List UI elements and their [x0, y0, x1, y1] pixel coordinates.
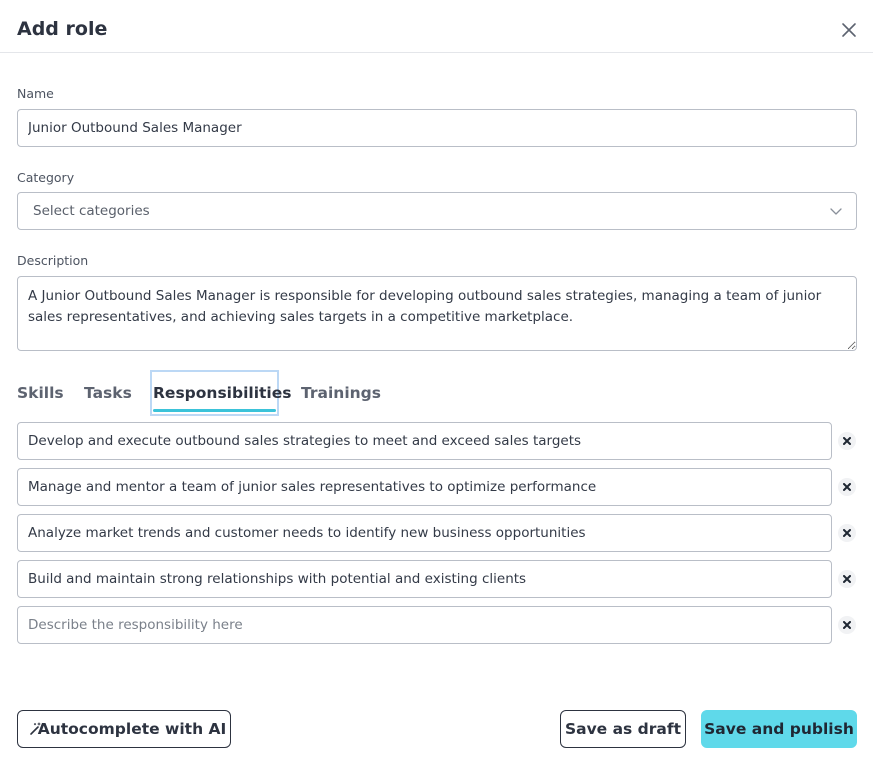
chevron-down-icon [830, 206, 842, 216]
responsibility-input[interactable] [17, 468, 832, 506]
close-icon [843, 483, 851, 491]
remove-responsibility-button[interactable] [838, 478, 856, 496]
close-icon [843, 529, 851, 537]
close-icon [843, 621, 851, 629]
name-label: Name [17, 86, 54, 101]
save-publish-button[interactable]: Save and publish [701, 710, 857, 748]
new-responsibility-input[interactable] [17, 606, 832, 644]
responsibility-row [17, 468, 867, 506]
close-icon [843, 437, 851, 445]
new-responsibility-row [17, 606, 867, 644]
dialog-header [0, 0, 873, 53]
description-label: Description [17, 253, 89, 268]
tab-responsibilities[interactable] [150, 370, 292, 416]
name-input[interactable] [17, 109, 857, 147]
autocomplete-ai-label: Autocomplete with AI [37, 720, 227, 738]
responsibility-row [17, 514, 867, 552]
close-icon[interactable] [838, 19, 860, 41]
category-label: Category [17, 170, 75, 185]
magic-wand-icon [29, 722, 43, 736]
save-draft-button[interactable]: Save as draft [560, 710, 686, 748]
remove-responsibility-button[interactable] [838, 616, 856, 634]
responsibility-input[interactable] [17, 422, 832, 460]
description-textarea[interactable] [17, 276, 857, 351]
responsibility-row [17, 560, 867, 598]
tab-tasks[interactable]: Tasks [84, 384, 132, 402]
close-icon [843, 575, 851, 583]
responsibility-input[interactable] [17, 514, 832, 552]
remove-responsibility-button[interactable] [838, 524, 856, 542]
responsibility-input[interactable] [17, 560, 832, 598]
tab-skills[interactable]: Skills [17, 384, 64, 402]
remove-responsibility-button[interactable] [838, 432, 856, 450]
tab-trainings[interactable]: Trainings [301, 384, 381, 402]
category-select[interactable] [17, 192, 857, 230]
active-tab-indicator [153, 409, 276, 412]
dialog-title: Add role [17, 18, 108, 40]
remove-responsibility-button[interactable] [838, 570, 856, 588]
category-placeholder: Select categories [33, 203, 150, 219]
responsibility-row [17, 422, 867, 460]
tab-responsibilities-label: Responsibilities [153, 384, 292, 402]
autocomplete-ai-button[interactable] [17, 710, 231, 748]
